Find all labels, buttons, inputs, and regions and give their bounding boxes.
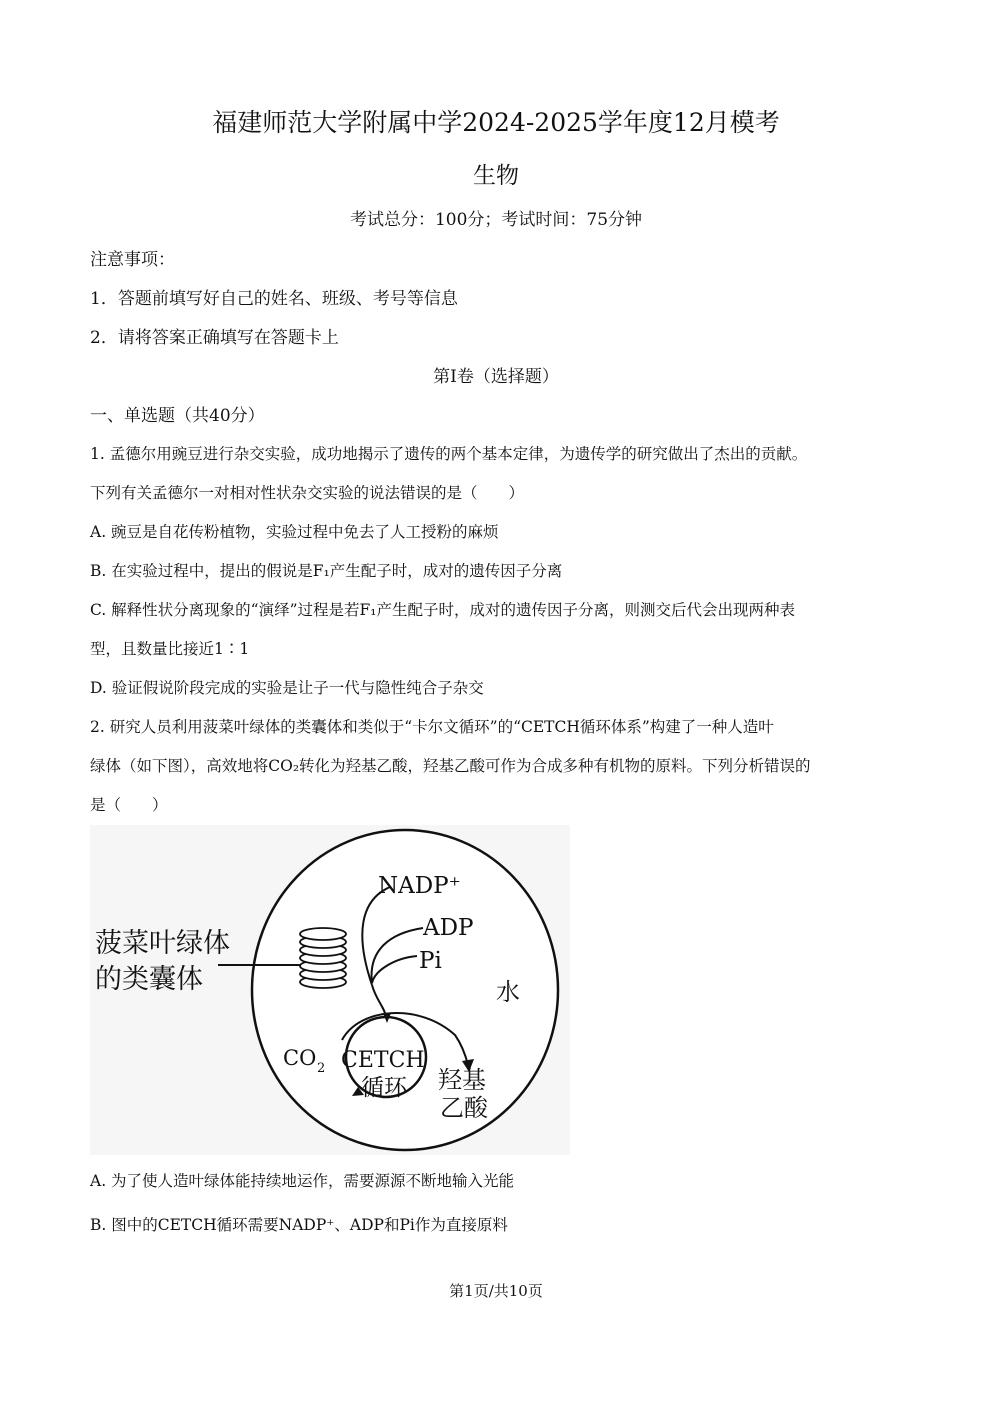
artificial-chloroplast-diagram [90,825,570,1155]
question-2-option-b: B. 图中的CETCH循环需要NADP⁺、ADP和Pi作为直接原料 [90,1216,508,1234]
question-2-option-a: A. 为了使人造叶绿体能持续地运作，需要源源不断地输入光能 [90,1172,515,1190]
notice-heading: 注意事项： [90,250,175,270]
question-1-option-b: B. 在实验过程中，提出的假说是F₁产生配子时，成对的遗传因子分离 [90,562,563,580]
page-title: 福建师范大学附属中学2024-2025学年度12月模考 [212,108,780,137]
subject-title: 生物 [473,163,519,189]
part-title: 第I卷（选择题） [433,367,559,387]
question-1-option-d: D. 验证假说阶段完成的实验是让子一代与隐性纯合子杂交 [90,679,484,697]
question-1-option-c-cont: 型，且数量比接近1∶1 [90,640,250,658]
notice-item: 2．请将答案正确填写在答题卡上 [90,328,339,348]
cetch-label: CETCH [341,1048,425,1073]
nadp-label: NADP⁺ [378,873,461,899]
co2-subscript: 2 [317,1061,326,1076]
question-1-option-c: C. 解释性状分离现象的“演绎”过程是若F₁产生配子时，成对的遗传因子分离，则测交后代会出现两种表 [90,601,795,619]
co2-label: CO [283,1046,317,1070]
pi-label: Pi [419,948,442,974]
product-label: 乙酸 [440,1094,488,1122]
water-label: 水 [496,978,520,1006]
question-2-stem: 2. 研究人员利用菠菜叶绿体的类囊体和类似于“卡尔文循环”的“CETCH循环体系”构建了一种人造叶 [90,718,774,736]
adp-label: ADP [423,915,474,941]
section-title: 一、单选题（共40分） [90,406,265,426]
cycle-label: 循环 [361,1075,407,1101]
question-2-stem: 是（ ） [90,796,168,814]
question-2-stem: 绿体（如下图），高效地将CO₂转化为羟基乙酸，羟基乙酸可作为合成多种有机物的原料。下列分析错误的 [90,757,811,775]
page-footer: 第1页/共10页 [449,1282,543,1300]
thylakoid-stack-icon [300,928,346,988]
product-label: 羟基 [438,1066,486,1094]
exam-info: 考试总分：100分；考试时间：75分钟 [349,210,643,230]
notice-item: 1．答题前填写好自己的姓名、班级、考号等信息 [90,289,458,309]
question-1-option-a: A. 豌豆是自花传粉植物，实验过程中免去了人工授粉的麻烦 [90,523,499,541]
question-1-stem: 下列有关孟德尔一对相对性状杂交实验的说法错误的是（ ） [90,484,525,502]
thylakoid-label: 菠菜叶绿体 [95,928,230,959]
thylakoid-label: 的类囊体 [95,964,203,995]
question-1-stem: 1. 孟德尔用豌豆进行杂交实验，成功地揭示了遗传的两个基本定律，为遗传学的研究做出了杰出的贡献。 [90,445,808,463]
